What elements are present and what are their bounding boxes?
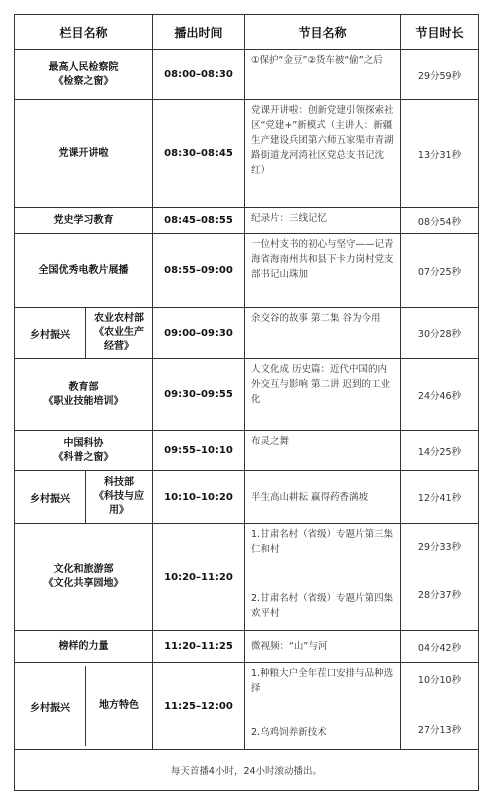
broadcast-time-cell: 10:10–10:20	[153, 471, 245, 524]
program-name-cell: 微视频：“山”与河	[245, 631, 401, 663]
column-name-line: 最高人民检察院	[48, 61, 119, 73]
duration-cell: 12分41秒	[401, 471, 479, 524]
column-name-cell	[15, 471, 153, 524]
header-broadcast-time: 播出时间	[153, 15, 245, 50]
program-name-cell: ①保护“金豆”②货车被“偷”之后	[245, 50, 401, 100]
table-row	[15, 308, 479, 359]
category-label: 乡村振兴	[15, 308, 86, 358]
program-item: 1.种粮大户全年茬口安排与品种选择	[251, 668, 394, 694]
column-name-cell: 党史学习教育	[15, 208, 153, 234]
duration-list	[401, 666, 478, 746]
program-name-cell: 纪录片：三线记忆	[245, 208, 401, 234]
category-label: 乡村振兴	[15, 666, 86, 746]
header-column-name: 栏目名称	[15, 15, 153, 50]
program-name-cell: 布灵之舞	[245, 431, 401, 471]
column-name-line: 《检察之窗》	[53, 75, 114, 87]
sub-column-line: 《农业生产	[94, 327, 144, 338]
sub-column-line: 农业农村部	[94, 313, 144, 324]
column-name-line: 《文化共享园地》	[43, 578, 124, 589]
sub-column-line: 用》	[109, 505, 129, 516]
column-name-line: 中国科协	[63, 437, 104, 449]
footer-row	[15, 750, 479, 791]
program-name-cell: 党课开讲啦：创新党建引领探索社区“党建+”新模式（主讲人：新疆生产建设兵团第六师五家渠市青湖路街道龙河湾社区党总支书记沈红）	[245, 100, 401, 208]
table-row	[15, 359, 479, 431]
column-name-cell	[15, 308, 153, 359]
duration-item: 27分13秒	[417, 725, 462, 736]
program-list	[251, 666, 396, 740]
footer-note: 每天首播4小时，24小时滚动播出。	[15, 750, 479, 791]
header-program-duration: 节目时长	[401, 15, 479, 50]
column-name-line: 文化和旅游部	[53, 564, 114, 575]
duration-list	[401, 527, 478, 627]
sub-column-name	[86, 308, 152, 358]
column-name-cell: 党课开讲啦	[15, 100, 153, 208]
duration-cell: 13分31秒	[401, 100, 479, 208]
column-name-cell	[15, 359, 153, 431]
column-name-cell	[15, 524, 153, 631]
duration-cell: 24分46秒	[401, 359, 479, 431]
column-name-cell	[15, 431, 153, 471]
duration-item: 10分10秒	[417, 675, 462, 686]
broadcast-time-cell: 09:55–10:10	[153, 431, 245, 471]
sub-column-line: 科技部	[104, 477, 134, 488]
duration-cell: 04分42秒	[401, 631, 479, 663]
program-item: 2.乌鸡饲养新技术	[251, 727, 327, 738]
header-row	[15, 15, 479, 50]
schedule-table-container	[14, 14, 478, 791]
program-name-cell: 人文化成 历史篇：近代中国的内外交互与影响 第二讲 迟到的工业化	[245, 359, 401, 431]
broadcast-time-cell: 09:30–09:55	[153, 359, 245, 431]
table-row	[15, 631, 479, 663]
program-item: 2.甘肃名村（省级）专题片第四集 欢平村	[251, 593, 394, 619]
duration-cell: 08分54秒	[401, 208, 479, 234]
table-row	[15, 50, 479, 100]
program-name-cell	[245, 524, 401, 631]
broadcast-time-cell: 08:55–09:00	[153, 234, 245, 308]
duration-cell: 07分25秒	[401, 234, 479, 308]
sub-column-line: 经营》	[104, 341, 134, 352]
column-name-line: 《职业技能培训》	[43, 395, 124, 407]
program-name-cell: 半生高山耕耘 赢得药香满坡	[245, 471, 401, 524]
duration-cell: 30分28秒	[401, 308, 479, 359]
category-label: 乡村振兴	[15, 471, 86, 523]
split-column-name	[15, 471, 152, 523]
header-program-name: 节目名称	[245, 15, 401, 50]
broadcast-time-cell: 08:00–08:30	[153, 50, 245, 100]
table-row	[15, 208, 479, 234]
sub-column-name	[86, 471, 152, 523]
column-name-cell	[15, 50, 153, 100]
duration-item: 29分33秒	[417, 542, 462, 553]
table-row	[15, 471, 479, 524]
table-row	[15, 524, 479, 631]
sub-column-line: 《科技与应	[94, 491, 144, 502]
schedule-table	[14, 14, 479, 791]
duration-cell	[401, 663, 479, 750]
table-row	[15, 234, 479, 308]
duration-cell	[401, 524, 479, 631]
split-column-name	[15, 666, 152, 746]
duration-cell: 14分25秒	[401, 431, 479, 471]
program-name-cell: 一位村支书的初心与坚守——记青海省海南州共和县下卡力岗村党支部书记山珠加	[245, 234, 401, 308]
sub-column-name: 地方特色	[99, 700, 139, 711]
column-name-line: 《科普之窗》	[53, 451, 114, 463]
table-row	[15, 431, 479, 471]
program-name-cell	[245, 663, 401, 750]
broadcast-time-cell: 11:20–11:25	[153, 631, 245, 663]
broadcast-time-cell: 08:30–08:45	[153, 100, 245, 208]
program-name-cell: 余交谷的故事 第二集 谷为今用	[245, 308, 401, 359]
column-name-cell: 全国优秀电教片展播	[15, 234, 153, 308]
broadcast-time-cell: 11:25–12:00	[153, 663, 245, 750]
broadcast-time-cell: 09:00–09:30	[153, 308, 245, 359]
program-item: 1.甘肃名村（省级）专题片第三集 仁和村	[251, 529, 394, 555]
column-name-line: 教育部	[68, 381, 99, 393]
table-row	[15, 663, 479, 750]
broadcast-time-cell: 10:20–11:20	[153, 524, 245, 631]
column-name-cell	[15, 663, 153, 750]
column-name-cell: 榜样的力量	[15, 631, 153, 663]
duration-item: 28分37秒	[417, 590, 462, 601]
table-row	[15, 100, 479, 208]
duration-cell: 29分59秒	[401, 50, 479, 100]
broadcast-time-cell: 08:45–08:55	[153, 208, 245, 234]
split-column-name	[15, 308, 152, 358]
program-list	[251, 527, 396, 621]
